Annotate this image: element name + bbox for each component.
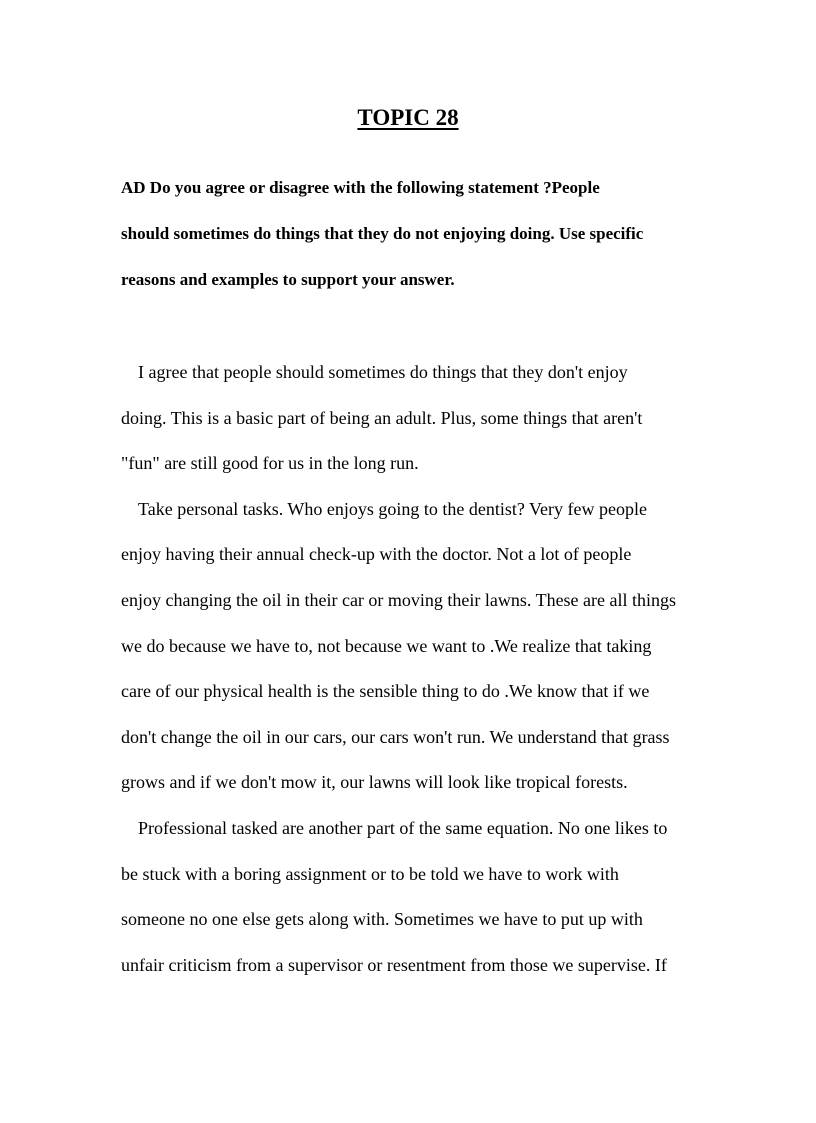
paragraph-line: Take personal tasks. Who enjoys going to the dentist? Very few people: [138, 498, 647, 519]
paragraph-line: enjoy having their annual check-up with the doctor. Not a lot of people: [121, 544, 632, 565]
paragraph-line: don't change the oil in our cars, our cars won't run. We understand that grass: [121, 726, 670, 747]
paragraph-line: grows and if we don't mow it, our lawns will look like tropical forests.: [121, 772, 628, 793]
paragraph-line: Professional tasked are another part of the same equation. No one likes to: [138, 817, 668, 838]
prompt-line: reasons and examples to support your answer.: [121, 270, 455, 289]
page-title: [0, 100, 816, 136]
page-title-text: TOPIC 28: [357, 105, 459, 130]
paragraph-line: care of our physical health is the sensible thing to do .We know that if we: [121, 681, 650, 702]
essay-prompt: [121, 172, 711, 310]
paragraph-line: someone no one else gets along with. Sometimes we have to put up with: [121, 909, 643, 930]
paragraph-line: I agree that people should sometimes do things that they don't enjoy: [138, 362, 628, 382]
paragraph-line: doing. This is a basic part of being an adult. Plus, some things that aren't: [121, 407, 643, 428]
paragraph-line: unfair criticism from a supervisor or resentment from those we supervise. If: [121, 954, 667, 975]
paragraph-line: enjoy changing the oil in their car or moving their lawns. These are all things: [121, 589, 677, 610]
paragraph-line: we do because we have to, not because we want to .We realize that taking: [121, 635, 652, 656]
paragraph-line: be stuck with a boring assignment or to be told we have to work with: [121, 863, 619, 884]
paragraph-line: "fun" are still good for us in the long run.: [121, 453, 419, 474]
prompt-line: should sometimes do things that they do not enjoying doing. Use specific: [121, 224, 644, 243]
essay-body: [121, 356, 711, 994]
prompt-line: AD Do you agree or disagree with the following statement ?People: [121, 178, 600, 197]
